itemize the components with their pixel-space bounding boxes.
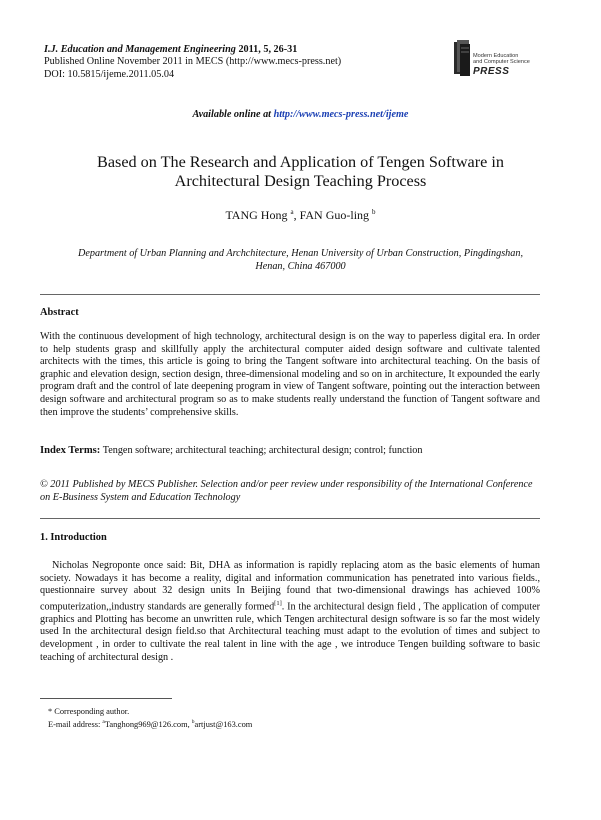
abstract-heading: Abstract — [40, 307, 79, 318]
citation-ref[interactable]: [1] — [274, 599, 282, 607]
section-heading: 1. Introduction — [40, 532, 107, 543]
author-list — [0, 208, 601, 223]
journal-header — [44, 44, 341, 81]
email-a-sup: a — [102, 719, 105, 725]
email-b-sup: b — [191, 719, 195, 725]
abstract-body: With the continuous development of high technology, architectural design is on the way to paperless digital era. In order to help students grasp and skillfully apply the architectural computer aided design software and cultivate talented architects with the times, this article is going to bring the Tangent software into architectural teaching. On the basis of graphic and elevation design, section design, three-dimensional modeling and so on in architecture, It expounded the early program draft and the control of late deepening program in view of Tangent software, pointing out the interaction between design software and architectural program so as to make students really understand the function of Tangent software and then improve the students’ comprehensive skills. — [40, 331, 540, 418]
index-terms — [40, 445, 540, 456]
journal-volume: 2011, 5, 26-31 — [235, 44, 298, 55]
footnote-corresponding: * Corresponding author. — [48, 707, 130, 716]
available-prefix: Available online at — [192, 109, 274, 120]
journal-name: I.J. Education and Management Engineering — [44, 44, 236, 55]
affiliation-line2: Henan, China 467000 — [255, 261, 346, 272]
published-line: Published Online November 2011 in MECS (http://www.mecs-press.net) — [44, 56, 342, 68]
author-2-affil: b — [372, 208, 376, 216]
journal-citation — [44, 44, 341, 56]
index-terms-text: Tengen software; architectural teaching; architectural design; control; function — [100, 445, 423, 456]
footnote-email — [48, 719, 252, 729]
paper-title — [40, 153, 561, 191]
affiliation — [40, 247, 561, 273]
available-online — [0, 109, 601, 120]
email-prefix: E-mail address: — [48, 719, 103, 729]
logo-text-line1: Modern Education — [473, 53, 519, 59]
title-line1: Based on The Research and Application of Tengen Software in — [97, 153, 504, 171]
doi: DOI: 10.5815/ijeme.2011.05.04 — [44, 68, 175, 80]
author-2: FAN Guo-ling — [299, 208, 370, 222]
logo-text-line2: and Computer Science — [473, 59, 530, 65]
author-separator: , — [293, 208, 300, 222]
divider-bottom — [40, 518, 540, 519]
email-b[interactable]: artjust@163.com — [194, 719, 253, 729]
journal-url-link[interactable]: http://www.mecs-press.net/ijeme — [273, 109, 409, 120]
section-body — [40, 560, 540, 664]
intro-text-1: Nicholas Negroponte once said: Bit, DHA as information is rapidly replacing atom as the basic elements of human society. Nowadays it has become a reality, digital and information communication has penetrated into various fields., questionnaire survey about 32 design units In Beijing found that two-dimensional drawings has achieved 100% computerization,,industry standards are generally formed — [40, 560, 540, 613]
email-a[interactable]: Tanghong969@126.com, — [104, 719, 192, 729]
book-stack-icon — [452, 38, 472, 78]
footnote-rule — [40, 698, 172, 699]
intro-text-2: . In the architectural design field , The application of computer graphics and Plotting has become an unwritten rule, which Tengen architectural design software is so far the most widely used In the architectural design field.so that Architectural teaching must adapt to the evolution of times and subject to development , in order to cultivate the real talent in line with the age , we introduce Tengen building software to basic teaching of architectural design . — [40, 601, 540, 663]
logo-press: PRESS — [473, 66, 510, 77]
divider-top — [40, 294, 540, 295]
title-line2: Architectural Design Teaching Process — [174, 172, 427, 190]
publisher-logo — [452, 38, 544, 82]
affiliation-line1: Department of Urban Planning and Archchitecture, Henan University of Urban Construction, Pingdingshan, — [77, 248, 523, 259]
index-terms-label: Index Terms: — [40, 445, 101, 456]
author-1: TANG Hong — [225, 208, 288, 222]
author-1-affil: a — [290, 208, 294, 216]
copyright-notice: © 2011 Published by MECS Publisher. Selection and/or peer review under responsibility of the International Conference on E-Business System and Education Technology — [40, 479, 533, 503]
